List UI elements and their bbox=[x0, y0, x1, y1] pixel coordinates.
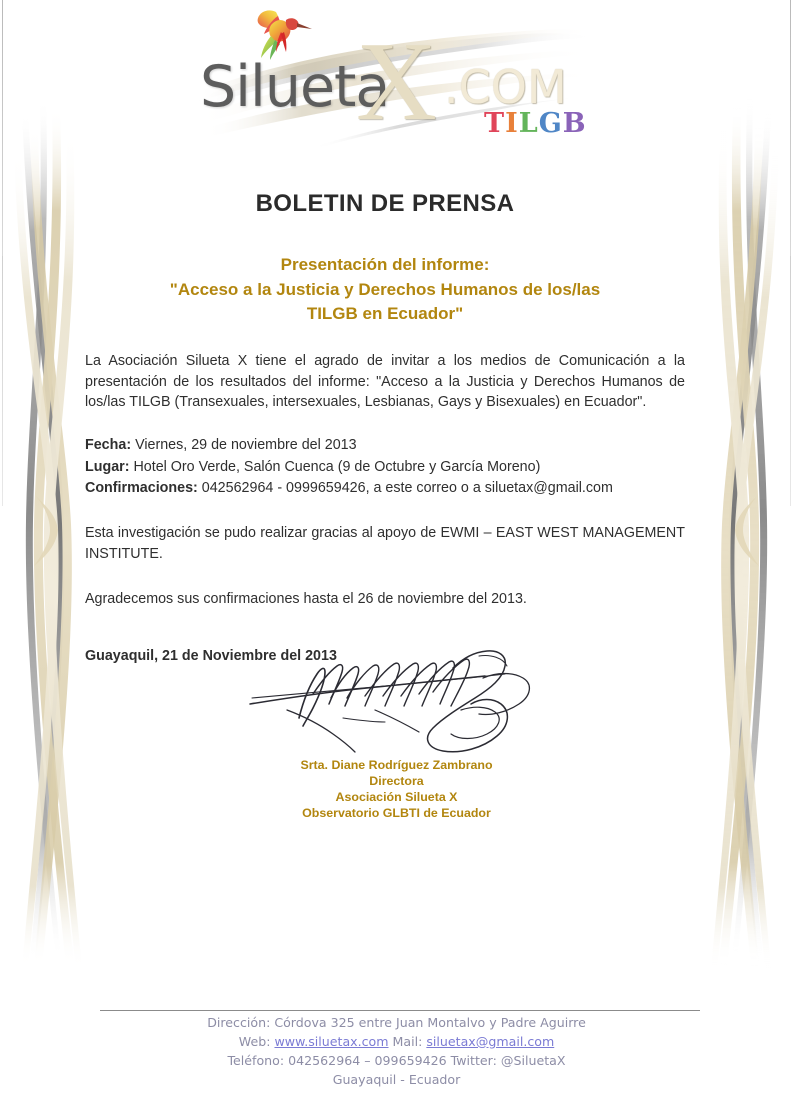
funding-paragraph: Esta investigación se pudo realizar gracias al apoyo de EWMI – EAST WEST MANAGEMENT INSTITUTE. bbox=[85, 525, 685, 563]
signer-details bbox=[0, 758, 793, 822]
signer-line-3: Asociación Silueta X bbox=[335, 789, 458, 804]
handwritten-signature-icon bbox=[247, 648, 547, 756]
footer-mail-label: Mail: bbox=[388, 1033, 427, 1049]
footer-email-link[interactable]: siluetax@gmail.com bbox=[426, 1033, 555, 1049]
page-edge-line-right bbox=[790, 0, 791, 262]
logo-tilgb-letter-l: L bbox=[518, 108, 539, 139]
event-detail-label: Fecha: bbox=[85, 437, 132, 454]
footer-website-link[interactable]: www.siluetax.com bbox=[274, 1033, 389, 1049]
event-detail-label: Lugar: bbox=[85, 458, 130, 475]
event-detail-row bbox=[85, 457, 685, 478]
event-detail-label: Confirmaciones: bbox=[85, 479, 198, 496]
page-edge-line-right-lower bbox=[790, 256, 791, 506]
city-and-date: Guayaquil, 21 de Noviembre del 2013 bbox=[85, 647, 337, 664]
decorative-ribbon-border-left bbox=[0, 0, 95, 1010]
event-detail-value: Hotel Oro Verde, Salón Cuenca (9 de Octubre y García Moreno) bbox=[129, 458, 541, 475]
footer-address: Dirección: Córdova 325 entre Juan Montalvo y Padre Aguirre bbox=[207, 1015, 586, 1030]
page-title: BOLETIN DE PRENSA bbox=[255, 190, 515, 217]
event-detail-row bbox=[85, 435, 685, 456]
document-subtitle bbox=[85, 253, 685, 327]
footer-phone-twitter: Teléfono: 042562964 – 099659426 Twitter: @SiluetaX bbox=[227, 1052, 566, 1068]
page-edge-line bbox=[2, 0, 3, 262]
ribbon-strands-svg-right bbox=[698, 0, 793, 1010]
intro-paragraph: La Asociación Silueta X tiene el agrado de invitar a los medios de Comunicación a la presentación de los resultados del informe: "Acceso a la Justicia y Derechos Humanos de los/las TILGB (Transexuales, intersexuales, Lesbianas, Gays y Bisexuales) en Ecuador". bbox=[85, 352, 685, 411]
rsvp-paragraph: Agradecemos sus confirmaciones hasta el 26 de noviembre del 2013. bbox=[85, 590, 527, 607]
footer-divider bbox=[100, 1010, 700, 1011]
logo-tilgb-letter-i: I bbox=[505, 108, 519, 139]
document-body bbox=[85, 0, 685, 664]
logo-x-letter: X bbox=[356, 20, 437, 144]
signer-line-2: Directora bbox=[369, 773, 424, 788]
logo-wordmark-text: Silueta bbox=[200, 54, 390, 120]
footer-web-mail bbox=[0, 1033, 793, 1052]
subtitle-line-1: Presentación del informe: bbox=[280, 255, 490, 274]
page-edge-line-lower bbox=[2, 256, 3, 506]
logo-domain-suffix: .COM bbox=[444, 60, 567, 114]
event-detail-value: 042562964 - 0999659426, a este correo o a siluetax@gmail.com bbox=[197, 479, 613, 496]
event-detail-value: Viernes, 29 de noviembre del 2013 bbox=[131, 437, 357, 454]
event-details-list bbox=[85, 435, 685, 499]
logo-tilgb-letter-g: G bbox=[538, 108, 563, 139]
subtitle-line-2: "Acceso a la Justicia y Derechos Humanos de los/las bbox=[169, 279, 601, 299]
decorative-ribbon-border-right bbox=[698, 0, 793, 1010]
logo-tilgb-letter-b: B bbox=[562, 108, 587, 139]
signature-area bbox=[0, 648, 793, 822]
signer-line-4: Observatorio GLBTI de Ecuador bbox=[302, 805, 491, 820]
signer-line-1: Srta. Diane Rodríguez Zambrano bbox=[300, 758, 493, 772]
footer-location: Guayaquil - Ecuador bbox=[332, 1071, 461, 1087]
subtitle-line-3: TILGB en Ecuador" bbox=[306, 304, 464, 324]
footer bbox=[0, 1014, 793, 1090]
logo-tilgb-letter-t: T bbox=[484, 108, 506, 139]
footer-web-label: Web: bbox=[238, 1033, 275, 1049]
event-detail-row bbox=[85, 478, 685, 499]
ribbon-strands-svg bbox=[0, 0, 95, 1010]
